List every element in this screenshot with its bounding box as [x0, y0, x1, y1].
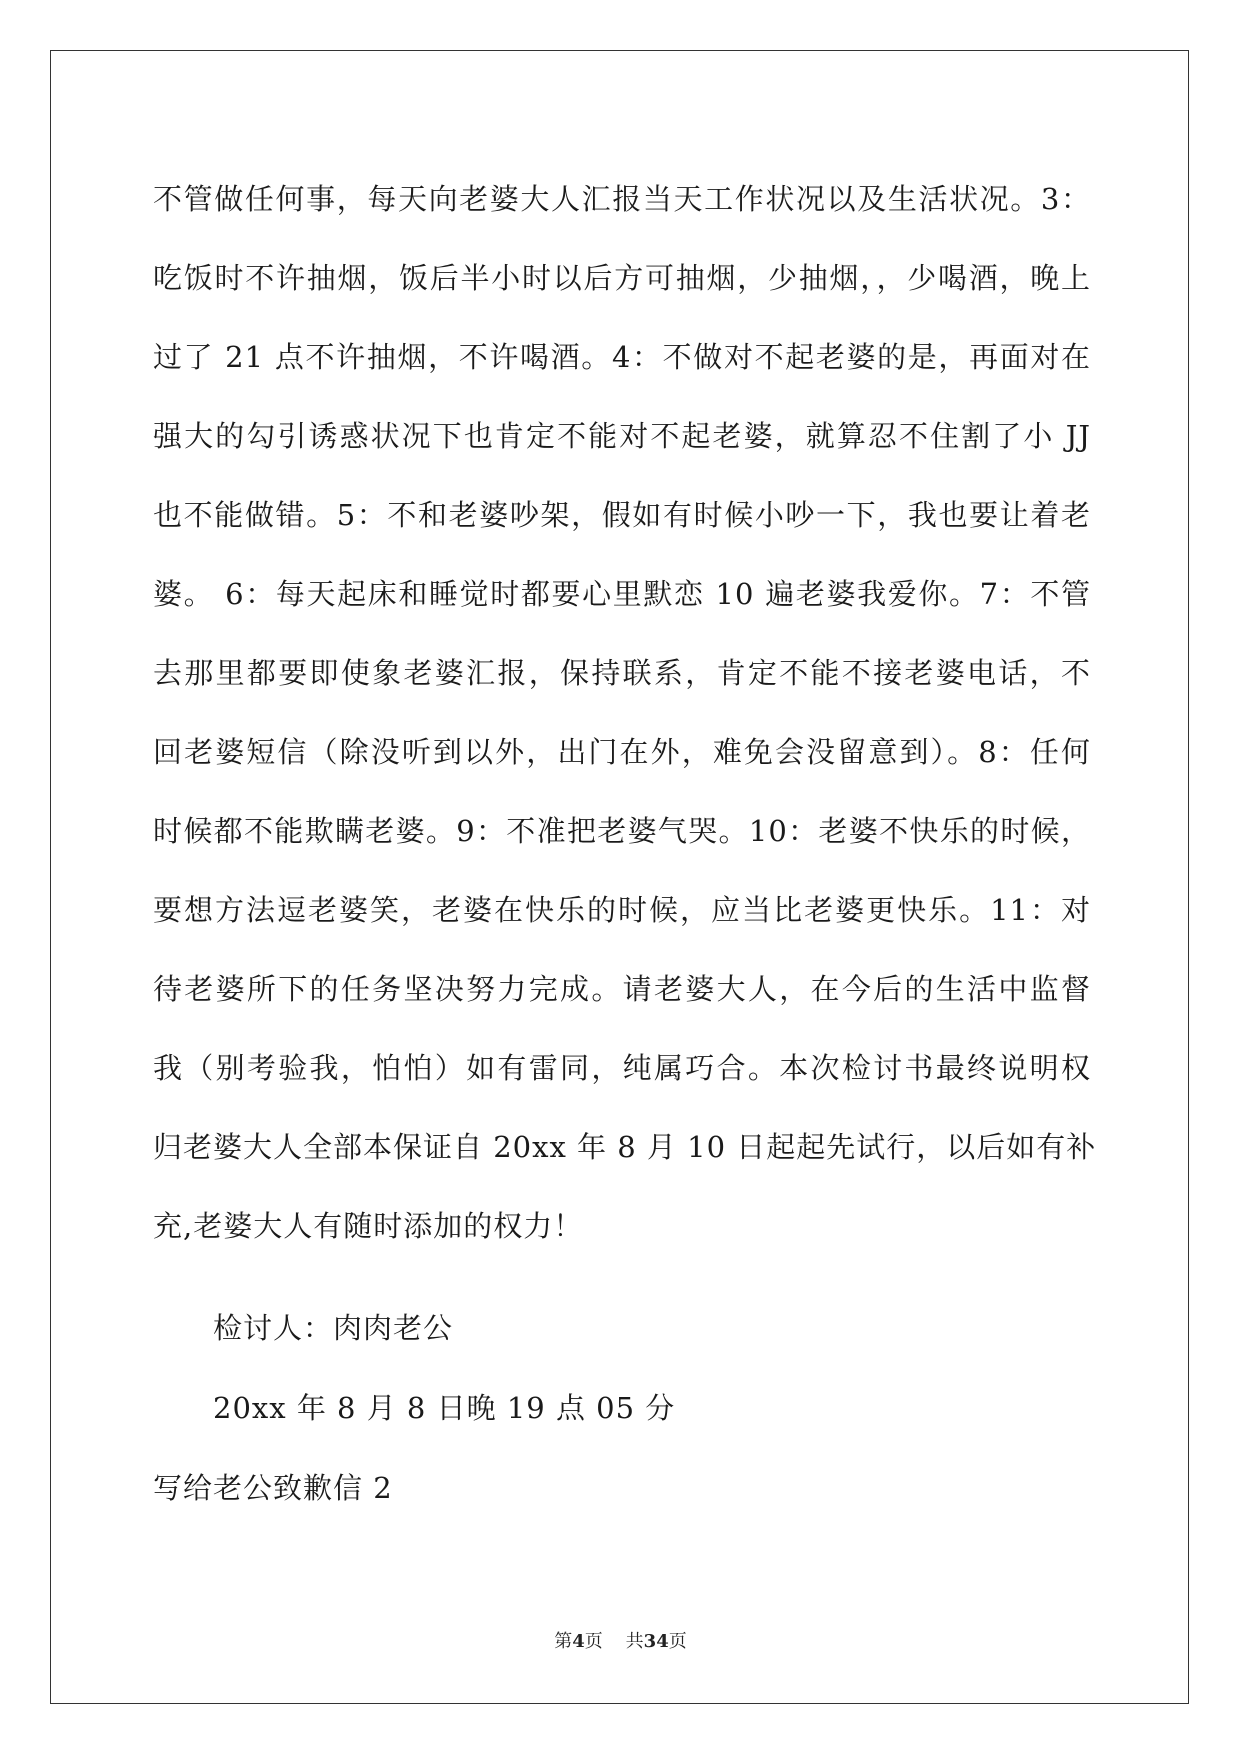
body-line: 去那里都要即使象老婆汇报，保持联系，肯定不能不接老婆电话，不 — [153, 656, 1091, 690]
footer-page-word: 页 — [584, 1631, 603, 1652]
footer-prefix: 第 — [554, 1631, 573, 1652]
body-line: 归老婆大人全部本保证自 20xx 年 8 月 10 日起起先试行，以后如有补 — [153, 1130, 1097, 1164]
body-line: 强大的勾引诱惑状况下也肯定不能对不起老婆，就算忍不住割了小 JJ — [153, 419, 1091, 453]
body-line: 也不能做错。5：不和老婆吵架，假如有时候小吵一下，我也要让着老 — [153, 498, 1091, 532]
page-footer — [0, 1630, 1241, 1654]
body-line: 过了 21 点不许抽烟，不许喝酒。4：不做对不起老婆的是，再面对在 — [153, 340, 1091, 374]
signature-name: 检讨人：肉肉老公 — [213, 1311, 454, 1345]
body-line: 我（别考验我，怕怕）如有雷同，纯属巧合。本次检讨书最终说明权 — [153, 1051, 1091, 1085]
footer-current-page: 4 — [572, 1631, 585, 1652]
body-line: 充,老婆大人有随时添加的权力！ — [153, 1209, 584, 1243]
body-line: 待老婆所下的任务坚决努力完成。请老婆大人，在今后的生活中监督 — [153, 972, 1091, 1006]
body-line: 不管做任何事，每天向老婆大人汇报当天工作状况以及生活状况。3： — [153, 182, 1091, 216]
letter-body — [153, 160, 1097, 1266]
section-heading: 写给老公致歉信 2 — [153, 1471, 393, 1505]
body-line: 婆。 6：每天起床和睡觉时都要心里默恋 10 遍老婆我爱你。7：不管 — [153, 577, 1091, 611]
body-line: 时候都不能欺瞒老婆。9：不准把老婆气哭。10：老婆不快乐的时候， — [153, 814, 1091, 848]
body-line: 要想方法逗老婆笑，老婆在快乐的时候，应当比老婆更快乐。11：对 — [153, 893, 1091, 927]
footer-total-suffix: 页 — [668, 1631, 687, 1652]
footer-total-prefix: 共 — [625, 1631, 644, 1652]
body-line: 回老婆短信（除没听到以外，出门在外，难免会没留意到）。8：任何 — [153, 735, 1091, 769]
footer-total-pages: 34 — [643, 1631, 669, 1652]
body-line: 吃饭时不许抽烟，饭后半小时以后方可抽烟，少抽烟，，少喝酒，晚上 — [153, 261, 1091, 295]
signature-date: 20xx 年 8 月 8 日晚 19 点 05 分 — [213, 1391, 676, 1425]
